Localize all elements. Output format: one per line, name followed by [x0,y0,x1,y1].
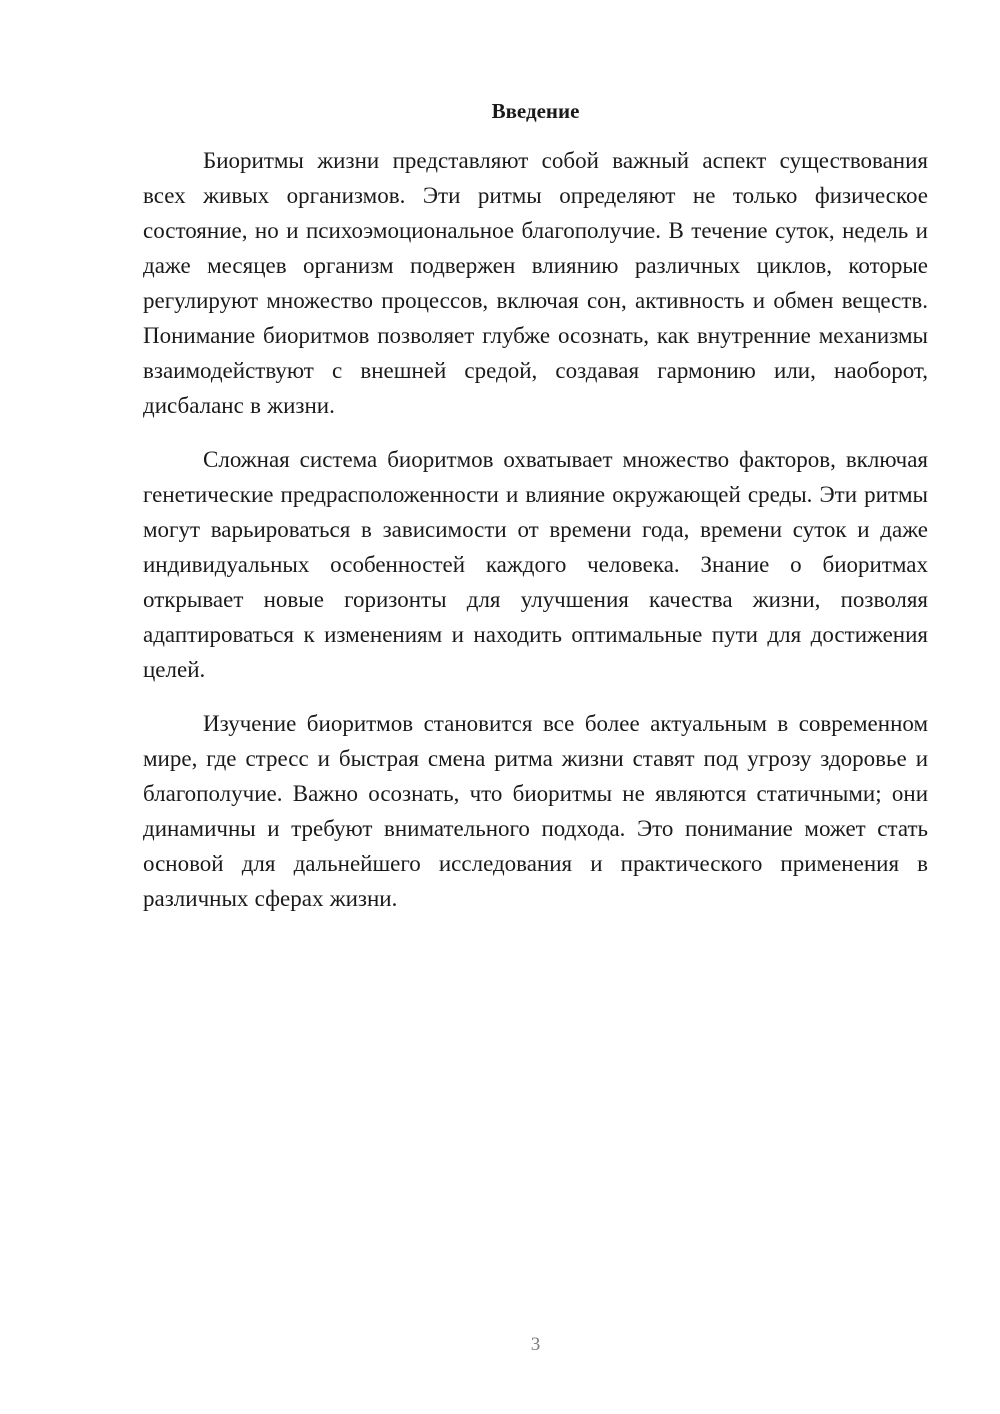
paragraph-3: Изучение биоритмов становится все более актуальным в современном мире, где стресс и быстрая смена ритма жизни ставят под угрозу здоровье и благополучие. Важно осознать, что биоритмы не являются статичными; они динамичны и требуют внимательного подхода. Это понимание может стать основой для дальнейшего исследования и практического применения в различных сферах жизни. [143,711,928,911]
body-text [143,143,928,935]
paragraph-2: Сложная система биоритмов охватывает множество факторов, включая генетические предрасположенности и влияние окружающей среды. Эти ритмы могут варьироваться в зависимости от времени года, времени суток и даже индивидуальных особенностей каждого человека. Знание о биоритмах открывает новые горизонты для улучшения качества жизни, позволяя адаптироваться к изменениям и находить оптимальные пути для достижения целей. [143,447,928,682]
paragraph-1: Биоритмы жизни представляют собой важный аспект существования всех живых организмов. Эти ритмы определяют не только физическое состояние, но и психоэмоциональное благополучие. В течение суток, недель и даже месяцев организм подвержен влиянию различных циклов, которые регулируют множество процессов, включая сон, активность и обмен веществ. Понимание биоритмов позволяет глубже осознать, как внутренние механизмы взаимодействуют с внешней средой, создавая гармонию или, наоборот, дисбаланс в жизни. [143,148,928,418]
section-heading: Введение [491,99,580,123]
page-number: 3 [530,1334,541,1355]
